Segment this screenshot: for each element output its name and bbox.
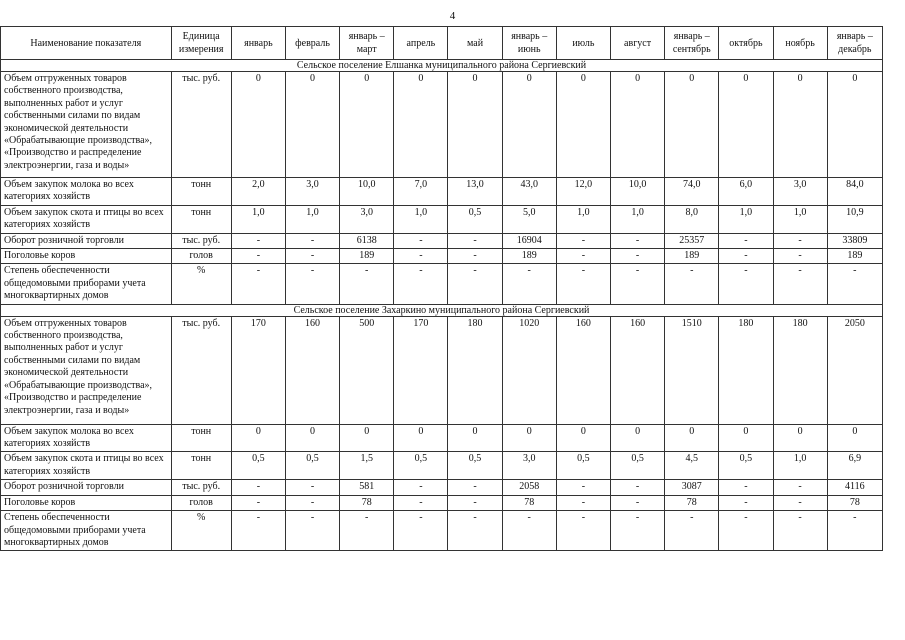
table-row: [1, 205, 883, 233]
header-may: май: [448, 27, 502, 60]
value-cell: 1,0: [719, 205, 773, 233]
header-apr: апрель: [394, 27, 448, 60]
value-cell: 12,0: [556, 178, 610, 206]
indicator-name: Степень обеспеченности общедомовыми приборами учета многоквартирных домов: [1, 264, 172, 304]
value-cell: 2050: [827, 316, 882, 424]
value-cell: 0: [610, 72, 664, 178]
value-cell: 0,5: [285, 452, 339, 480]
value-cell: 0: [665, 424, 719, 452]
value-cell: -: [502, 264, 556, 304]
value-cell: 78: [340, 495, 394, 510]
value-cell: 0: [610, 424, 664, 452]
value-cell: -: [285, 249, 339, 264]
value-cell: 189: [502, 249, 556, 264]
unit-cell: голов: [171, 495, 231, 510]
value-cell: 43,0: [502, 178, 556, 206]
value-cell: 1,5: [340, 452, 394, 480]
value-cell: 0: [556, 424, 610, 452]
value-cell: 0: [285, 72, 339, 178]
value-cell: -: [719, 249, 773, 264]
value-cell: -: [340, 264, 394, 304]
unit-cell: тыс. руб.: [171, 72, 231, 178]
value-cell: -: [610, 249, 664, 264]
value-cell: 0: [394, 72, 448, 178]
value-cell: -: [556, 495, 610, 510]
value-cell: -: [719, 495, 773, 510]
value-cell: -: [231, 495, 285, 510]
table-row: [1, 264, 883, 304]
value-cell: 180: [448, 316, 502, 424]
value-cell: -: [340, 511, 394, 551]
value-cell: 6,0: [719, 178, 773, 206]
value-cell: 1,0: [231, 205, 285, 233]
value-cell: -: [773, 264, 827, 304]
header-aug: август: [610, 27, 664, 60]
value-cell: 7,0: [394, 178, 448, 206]
value-cell: 1,0: [610, 205, 664, 233]
value-cell: 13,0: [448, 178, 502, 206]
section-row: [1, 60, 883, 72]
value-cell: 0: [719, 72, 773, 178]
unit-cell: тонн: [171, 178, 231, 206]
table-row: [1, 424, 883, 452]
value-cell: 78: [827, 495, 882, 510]
value-cell: 78: [502, 495, 556, 510]
value-cell: -: [773, 495, 827, 510]
value-cell: 10,0: [610, 178, 664, 206]
value-cell: 6,9: [827, 452, 882, 480]
value-cell: -: [665, 264, 719, 304]
value-cell: -: [773, 480, 827, 495]
value-cell: 84,0: [827, 178, 882, 206]
value-cell: 2,0: [231, 178, 285, 206]
value-cell: 170: [394, 316, 448, 424]
value-cell: -: [448, 511, 502, 551]
value-cell: 0: [231, 72, 285, 178]
value-cell: 3,0: [773, 178, 827, 206]
header-name: Наименование показателя: [1, 27, 172, 60]
value-cell: 0,5: [231, 452, 285, 480]
indicator-name: Поголовье коров: [1, 249, 172, 264]
value-cell: -: [773, 511, 827, 551]
header-year: январь – декабрь: [827, 27, 882, 60]
value-cell: 500: [340, 316, 394, 424]
indicator-name: Объем закупок молока во всех категориях хозяйств: [1, 424, 172, 452]
value-cell: 2058: [502, 480, 556, 495]
value-cell: -: [285, 495, 339, 510]
value-cell: 0: [556, 72, 610, 178]
header-h1: январь – июнь: [502, 27, 556, 60]
value-cell: 1,0: [773, 452, 827, 480]
indicator-name: Объем закупок скота и птицы во всех категориях хозяйств: [1, 452, 172, 480]
value-cell: 0,5: [448, 205, 502, 233]
value-cell: -: [285, 264, 339, 304]
unit-cell: тыс. руб.: [171, 233, 231, 248]
table-body: [1, 60, 883, 551]
value-cell: 1,0: [394, 205, 448, 233]
value-cell: -: [394, 511, 448, 551]
value-cell: 3,0: [340, 205, 394, 233]
header-9m: январь – сентябрь: [665, 27, 719, 60]
value-cell: 0: [502, 424, 556, 452]
value-cell: 160: [610, 316, 664, 424]
value-cell: 170: [231, 316, 285, 424]
header-jan: январь: [231, 27, 285, 60]
value-cell: -: [556, 511, 610, 551]
value-cell: -: [556, 249, 610, 264]
unit-cell: тонн: [171, 205, 231, 233]
value-cell: -: [610, 511, 664, 551]
value-cell: 0,5: [610, 452, 664, 480]
value-cell: 0: [773, 72, 827, 178]
table-row: [1, 452, 883, 480]
indicator-name: Поголовье коров: [1, 495, 172, 510]
value-cell: -: [556, 264, 610, 304]
value-cell: -: [448, 495, 502, 510]
value-cell: 1,0: [285, 205, 339, 233]
table-row: [1, 316, 883, 424]
value-cell: -: [556, 480, 610, 495]
value-cell: 0: [719, 424, 773, 452]
value-cell: 160: [285, 316, 339, 424]
value-cell: 4,5: [665, 452, 719, 480]
value-cell: 1,0: [773, 205, 827, 233]
value-cell: 3,0: [285, 178, 339, 206]
value-cell: 180: [719, 316, 773, 424]
value-cell: 1020: [502, 316, 556, 424]
value-cell: -: [231, 264, 285, 304]
value-cell: 0: [448, 424, 502, 452]
unit-cell: %: [171, 511, 231, 551]
value-cell: -: [285, 233, 339, 248]
value-cell: -: [773, 233, 827, 248]
value-cell: 0: [394, 424, 448, 452]
section-title: Сельское поселение Елшанка муниципального района Сергиевский: [1, 60, 883, 72]
value-cell: 74,0: [665, 178, 719, 206]
value-cell: 0,5: [448, 452, 502, 480]
page-number: 4: [449, 10, 456, 22]
value-cell: -: [719, 264, 773, 304]
value-cell: 5,0: [502, 205, 556, 233]
value-cell: -: [773, 249, 827, 264]
value-cell: 0: [231, 424, 285, 452]
table-row: [1, 178, 883, 206]
value-cell: 0: [773, 424, 827, 452]
value-cell: 0: [827, 72, 882, 178]
value-cell: 0: [665, 72, 719, 178]
indicator-name: Оборот розничной торговли: [1, 480, 172, 495]
value-cell: -: [610, 233, 664, 248]
value-cell: -: [827, 511, 882, 551]
indicator-name: Оборот розничной торговли: [1, 233, 172, 248]
value-cell: 4116: [827, 480, 882, 495]
indicator-name: Объем закупок скота и птицы во всех категориях хозяйств: [1, 205, 172, 233]
header-oct: октябрь: [719, 27, 773, 60]
value-cell: -: [827, 264, 882, 304]
section-row: [1, 304, 883, 316]
indicator-name: Объем отгруженных товаров собственного производства, выполненных работ и услуг собственными силами по видам экономической деятельности «Обрабатывающие производства», «Производство и распределение электроэнергии, газа и воды»: [1, 72, 172, 178]
value-cell: -: [502, 511, 556, 551]
value-cell: -: [285, 511, 339, 551]
value-cell: 8,0: [665, 205, 719, 233]
value-cell: -: [394, 480, 448, 495]
value-cell: -: [719, 233, 773, 248]
value-cell: 0: [340, 72, 394, 178]
value-cell: -: [394, 495, 448, 510]
value-cell: -: [448, 249, 502, 264]
value-cell: -: [231, 249, 285, 264]
value-cell: -: [665, 511, 719, 551]
value-cell: 0,5: [556, 452, 610, 480]
header-q1: январь – март: [340, 27, 394, 60]
unit-cell: тыс. руб.: [171, 316, 231, 424]
value-cell: 0: [502, 72, 556, 178]
value-cell: -: [231, 480, 285, 495]
unit-cell: тонн: [171, 452, 231, 480]
value-cell: 581: [340, 480, 394, 495]
value-cell: 0: [340, 424, 394, 452]
unit-cell: тонн: [171, 424, 231, 452]
table-row: [1, 480, 883, 495]
value-cell: 6138: [340, 233, 394, 248]
indicator-name: Объем закупок молока во всех категориях хозяйств: [1, 178, 172, 206]
value-cell: 3087: [665, 480, 719, 495]
value-cell: -: [285, 480, 339, 495]
value-cell: 0: [285, 424, 339, 452]
unit-cell: %: [171, 264, 231, 304]
value-cell: -: [448, 480, 502, 495]
statistics-table: [0, 26, 883, 551]
header-feb: февраль: [285, 27, 339, 60]
value-cell: 10,0: [340, 178, 394, 206]
value-cell: -: [556, 233, 610, 248]
value-cell: 189: [340, 249, 394, 264]
value-cell: 0: [448, 72, 502, 178]
table-row: [1, 511, 883, 551]
value-cell: -: [394, 233, 448, 248]
value-cell: -: [610, 480, 664, 495]
value-cell: 16904: [502, 233, 556, 248]
table-row: [1, 495, 883, 510]
value-cell: -: [231, 511, 285, 551]
value-cell: -: [610, 264, 664, 304]
value-cell: -: [719, 511, 773, 551]
table-row: [1, 72, 883, 178]
value-cell: 0,5: [394, 452, 448, 480]
value-cell: 3,0: [502, 452, 556, 480]
value-cell: -: [394, 249, 448, 264]
value-cell: 189: [665, 249, 719, 264]
table-header-row: [1, 27, 883, 60]
value-cell: 33809: [827, 233, 882, 248]
value-cell: 180: [773, 316, 827, 424]
value-cell: 10,9: [827, 205, 882, 233]
value-cell: -: [448, 233, 502, 248]
value-cell: 25357: [665, 233, 719, 248]
header-nov: ноябрь: [773, 27, 827, 60]
header-jul: июль: [556, 27, 610, 60]
value-cell: -: [719, 480, 773, 495]
table-row: [1, 249, 883, 264]
section-title: Сельское поселение Захаркино муниципального района Сергиевский: [1, 304, 883, 316]
value-cell: -: [394, 264, 448, 304]
value-cell: 189: [827, 249, 882, 264]
unit-cell: тыс. руб.: [171, 480, 231, 495]
value-cell: -: [231, 233, 285, 248]
value-cell: 1,0: [556, 205, 610, 233]
header-unit: Единица измерения: [171, 27, 231, 60]
value-cell: 0,5: [719, 452, 773, 480]
value-cell: 160: [556, 316, 610, 424]
value-cell: 1510: [665, 316, 719, 424]
indicator-name: Степень обеспеченности общедомовыми приборами учета многоквартирных домов: [1, 511, 172, 551]
indicator-name: Объем отгруженных товаров собственного производства, выполненных работ и услуг собственными силами по видам экономической деятельности «Обрабатывающие производства», «Производство и распределение электроэнергии, газа и воды»: [1, 316, 172, 424]
value-cell: 0: [827, 424, 882, 452]
value-cell: -: [610, 495, 664, 510]
unit-cell: голов: [171, 249, 231, 264]
value-cell: -: [448, 264, 502, 304]
value-cell: 78: [665, 495, 719, 510]
table-row: [1, 233, 883, 248]
